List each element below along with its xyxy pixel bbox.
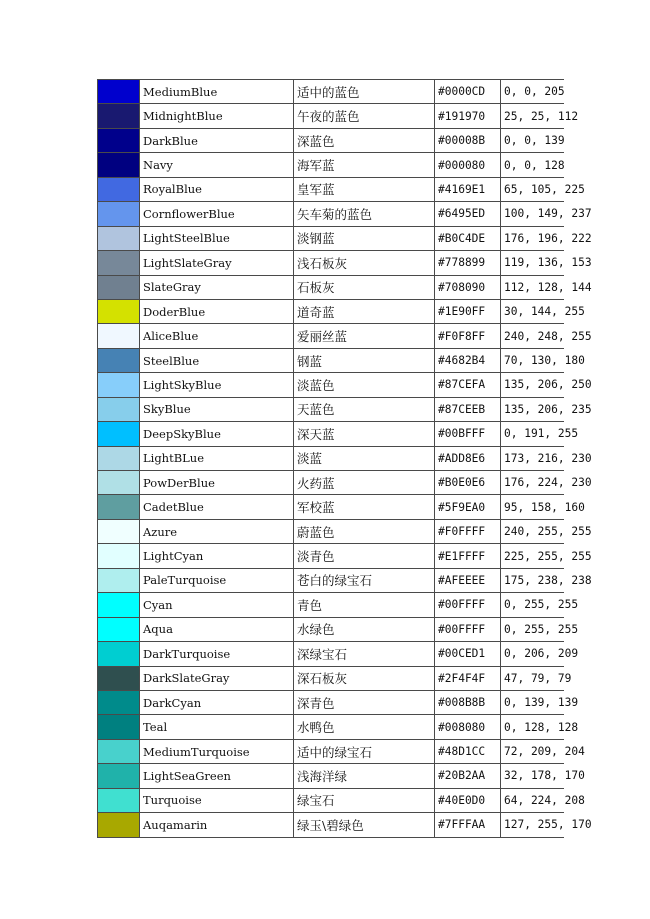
rgb-value-cell: 30, 144, 255 — [501, 299, 565, 323]
table-row — [98, 788, 565, 812]
table-row — [98, 299, 565, 323]
table-row — [98, 397, 565, 421]
color-name-cell: CornflowerBlue — [140, 202, 294, 226]
table-row — [98, 373, 565, 397]
color-swatch — [98, 422, 140, 446]
chinese-name-cell: 淡蓝 — [294, 446, 435, 470]
hex-code-cell: #708090 — [435, 275, 501, 299]
hex-code-cell: #000080 — [435, 153, 501, 177]
color-table — [97, 79, 592, 838]
table-row — [98, 593, 565, 617]
rgb-value-cell: 0, 255, 255 — [501, 593, 565, 617]
color-name-cell: SkyBlue — [140, 397, 294, 421]
rgb-value-cell: 176, 196, 222 — [501, 226, 565, 250]
chinese-name-cell: 水鸭色 — [294, 715, 435, 739]
chinese-name-cell: 爱丽丝蓝 — [294, 324, 435, 348]
color-name-cell: MediumBlue — [140, 80, 294, 104]
hex-code-cell: #008080 — [435, 715, 501, 739]
rgb-value-cell: 0, 206, 209 — [501, 642, 565, 666]
color-name-cell: LightSkyBlue — [140, 373, 294, 397]
chinese-name-cell: 浅海洋绿 — [294, 764, 435, 788]
rgb-value-cell: 0, 191, 255 — [501, 422, 565, 446]
color-swatch — [98, 275, 140, 299]
color-name-cell: MidnightBlue — [140, 104, 294, 128]
chinese-name-cell: 皇军蓝 — [294, 177, 435, 201]
color-name-cell: DeepSkyBlue — [140, 422, 294, 446]
chinese-name-cell: 青色 — [294, 593, 435, 617]
hex-code-cell: #00BFFF — [435, 422, 501, 446]
rgb-value-cell: 64, 224, 208 — [501, 788, 565, 812]
chinese-name-cell: 蔚蓝色 — [294, 519, 435, 543]
rgb-value-cell: 173, 216, 230 — [501, 446, 565, 470]
hex-code-cell: #5F9EA0 — [435, 495, 501, 519]
chinese-name-cell: 水绿色 — [294, 617, 435, 641]
color-name-cell: Navy — [140, 153, 294, 177]
color-name-cell: Auqamarin — [140, 813, 294, 837]
table-row — [98, 177, 565, 201]
hex-code-cell: #B0E0E6 — [435, 471, 501, 495]
color-swatch — [98, 519, 140, 543]
color-table-container — [97, 79, 592, 838]
chinese-name-cell: 海军蓝 — [294, 153, 435, 177]
table-row — [98, 568, 565, 592]
color-name-cell: SlateGray — [140, 275, 294, 299]
color-name-cell: Aqua — [140, 617, 294, 641]
hex-code-cell: #AFEEEE — [435, 568, 501, 592]
hex-code-cell: #20B2AA — [435, 764, 501, 788]
table-row — [98, 764, 565, 788]
color-swatch — [98, 495, 140, 519]
chinese-name-cell: 钢蓝 — [294, 348, 435, 372]
color-name-cell: PowDerBlue — [140, 471, 294, 495]
color-name-cell: LightBLue — [140, 446, 294, 470]
rgb-value-cell: 127, 255, 170 — [501, 813, 565, 837]
table-row — [98, 128, 565, 152]
chinese-name-cell: 深石板灰 — [294, 666, 435, 690]
table-row — [98, 422, 565, 446]
color-swatch — [98, 202, 140, 226]
rgb-value-cell: 0, 128, 128 — [501, 715, 565, 739]
chinese-name-cell: 苍白的绿宝石 — [294, 568, 435, 592]
hex-code-cell: #ADD8E6 — [435, 446, 501, 470]
rgb-value-cell: 100, 149, 237 — [501, 202, 565, 226]
color-swatch — [98, 715, 140, 739]
color-swatch — [98, 251, 140, 275]
rgb-value-cell: 135, 206, 250 — [501, 373, 565, 397]
hex-code-cell: #778899 — [435, 251, 501, 275]
color-name-cell: Turquoise — [140, 788, 294, 812]
color-swatch — [98, 128, 140, 152]
chinese-name-cell: 淡蓝色 — [294, 373, 435, 397]
chinese-name-cell: 绿宝石 — [294, 788, 435, 812]
hex-code-cell: #00CED1 — [435, 642, 501, 666]
color-swatch — [98, 299, 140, 323]
color-name-cell: LightSteelBlue — [140, 226, 294, 250]
chinese-name-cell: 深蓝色 — [294, 128, 435, 152]
color-swatch — [98, 764, 140, 788]
chinese-name-cell: 淡钢蓝 — [294, 226, 435, 250]
table-row — [98, 544, 565, 568]
chinese-name-cell: 道奇蓝 — [294, 299, 435, 323]
color-swatch — [98, 666, 140, 690]
chinese-name-cell: 石板灰 — [294, 275, 435, 299]
color-table-body — [98, 80, 592, 838]
color-swatch — [98, 324, 140, 348]
color-name-cell: MediumTurquoise — [140, 739, 294, 763]
color-swatch — [98, 568, 140, 592]
hex-code-cell: #00008B — [435, 128, 501, 152]
rgb-value-cell: 72, 209, 204 — [501, 739, 565, 763]
color-swatch — [98, 593, 140, 617]
rgb-value-cell: 65, 105, 225 — [501, 177, 565, 201]
table-row — [98, 666, 565, 690]
table-row — [98, 104, 565, 128]
color-swatch — [98, 80, 140, 104]
rgb-value-cell: 0, 255, 255 — [501, 617, 565, 641]
rgb-value-cell: 70, 130, 180 — [501, 348, 565, 372]
table-row — [98, 153, 565, 177]
rgb-value-cell: 240, 248, 255 — [501, 324, 565, 348]
table-row — [98, 715, 565, 739]
color-swatch — [98, 397, 140, 421]
hex-code-cell: #B0C4DE — [435, 226, 501, 250]
color-name-cell: DoderBlue — [140, 299, 294, 323]
rgb-value-cell: 0, 0, 139 — [501, 128, 565, 152]
hex-code-cell: #191970 — [435, 104, 501, 128]
chinese-name-cell: 淡青色 — [294, 544, 435, 568]
table-row — [98, 202, 565, 226]
chinese-name-cell: 适中的绿宝石 — [294, 739, 435, 763]
hex-code-cell: #008B8B — [435, 690, 501, 714]
color-swatch — [98, 446, 140, 470]
table-row — [98, 739, 565, 763]
table-row — [98, 348, 565, 372]
rgb-value-cell: 0, 0, 128 — [501, 153, 565, 177]
hex-code-cell: #48D1CC — [435, 739, 501, 763]
color-swatch — [98, 788, 140, 812]
table-row — [98, 471, 565, 495]
color-name-cell: LightSlateGray — [140, 251, 294, 275]
table-row — [98, 226, 565, 250]
table-row — [98, 324, 565, 348]
rgb-value-cell: 225, 255, 255 — [501, 544, 565, 568]
color-name-cell: Cyan — [140, 593, 294, 617]
color-swatch — [98, 544, 140, 568]
rgb-value-cell: 0, 139, 139 — [501, 690, 565, 714]
color-name-cell: DarkTurquoise — [140, 642, 294, 666]
color-swatch — [98, 348, 140, 372]
hex-code-cell: #F0F8FF — [435, 324, 501, 348]
chinese-name-cell: 天蓝色 — [294, 397, 435, 421]
table-row — [98, 690, 565, 714]
chinese-name-cell: 火药蓝 — [294, 471, 435, 495]
chinese-name-cell: 深青色 — [294, 690, 435, 714]
hex-code-cell: #7FFFAA — [435, 813, 501, 837]
color-name-cell: RoyalBlue — [140, 177, 294, 201]
color-swatch — [98, 471, 140, 495]
color-swatch — [98, 177, 140, 201]
color-name-cell: DarkCyan — [140, 690, 294, 714]
rgb-value-cell: 119, 136, 153 — [501, 251, 565, 275]
chinese-name-cell: 矢车菊的蓝色 — [294, 202, 435, 226]
color-name-cell: DarkBlue — [140, 128, 294, 152]
table-row — [98, 617, 565, 641]
color-swatch — [98, 690, 140, 714]
table-row — [98, 80, 565, 104]
table-row — [98, 251, 565, 275]
chinese-name-cell: 深绿宝石 — [294, 642, 435, 666]
color-swatch — [98, 373, 140, 397]
rgb-value-cell: 32, 178, 170 — [501, 764, 565, 788]
hex-code-cell: #4682B4 — [435, 348, 501, 372]
rgb-value-cell: 0, 0, 205 — [501, 80, 565, 104]
color-name-cell: Azure — [140, 519, 294, 543]
color-swatch — [98, 739, 140, 763]
chinese-name-cell: 浅石板灰 — [294, 251, 435, 275]
table-row — [98, 495, 565, 519]
hex-code-cell: #4169E1 — [435, 177, 501, 201]
color-swatch — [98, 642, 140, 666]
rgb-value-cell: 95, 158, 160 — [501, 495, 565, 519]
hex-code-cell: #1E90FF — [435, 299, 501, 323]
color-swatch — [98, 226, 140, 250]
hex-code-cell: #6495ED — [435, 202, 501, 226]
hex-code-cell: #2F4F4F — [435, 666, 501, 690]
table-row — [98, 642, 565, 666]
table-row — [98, 446, 565, 470]
color-name-cell: CadetBlue — [140, 495, 294, 519]
color-swatch — [98, 104, 140, 128]
color-name-cell: AliceBlue — [140, 324, 294, 348]
color-swatch — [98, 617, 140, 641]
color-name-cell: LightSeaGreen — [140, 764, 294, 788]
rgb-value-cell: 176, 224, 230 — [501, 471, 565, 495]
rgb-value-cell: 135, 206, 235 — [501, 397, 565, 421]
chinese-name-cell: 绿玉\碧绿色 — [294, 813, 435, 837]
hex-code-cell: #F0FFFF — [435, 519, 501, 543]
table-row — [98, 813, 565, 837]
chinese-name-cell: 午夜的蓝色 — [294, 104, 435, 128]
rgb-value-cell: 25, 25, 112 — [501, 104, 565, 128]
rgb-value-cell: 175, 238, 238 — [501, 568, 565, 592]
rgb-value-cell: 112, 128, 144 — [501, 275, 565, 299]
color-name-cell: LightCyan — [140, 544, 294, 568]
hex-code-cell: #0000CD — [435, 80, 501, 104]
color-name-cell: PaleTurquoise — [140, 568, 294, 592]
chinese-name-cell: 深天蓝 — [294, 422, 435, 446]
chinese-name-cell: 适中的蓝色 — [294, 80, 435, 104]
hex-code-cell: #E1FFFF — [435, 544, 501, 568]
hex-code-cell: #00FFFF — [435, 617, 501, 641]
color-swatch — [98, 813, 140, 837]
color-swatch — [98, 153, 140, 177]
hex-code-cell: #40E0D0 — [435, 788, 501, 812]
table-row — [98, 519, 565, 543]
hex-code-cell: #87CEEB — [435, 397, 501, 421]
hex-code-cell: #00FFFF — [435, 593, 501, 617]
rgb-value-cell: 47, 79, 79 — [501, 666, 565, 690]
chinese-name-cell: 军校蓝 — [294, 495, 435, 519]
color-name-cell: SteelBlue — [140, 348, 294, 372]
hex-code-cell: #87CEFA — [435, 373, 501, 397]
color-name-cell: DarkSlateGray — [140, 666, 294, 690]
rgb-value-cell: 240, 255, 255 — [501, 519, 565, 543]
table-row — [98, 275, 565, 299]
color-name-cell: Teal — [140, 715, 294, 739]
